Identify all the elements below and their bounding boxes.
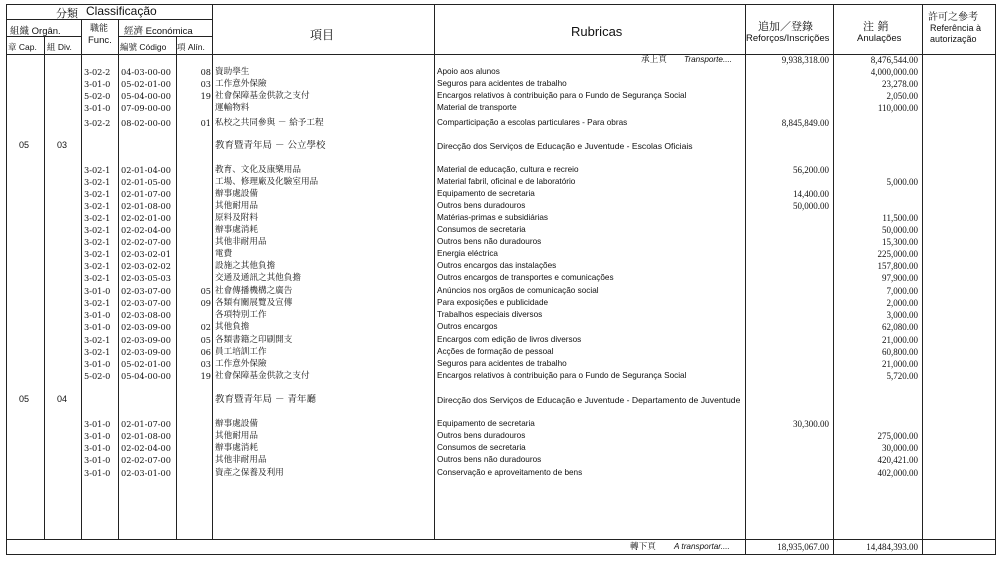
cell-anulacao: 21,000.00 bbox=[882, 335, 918, 345]
cell-func: 3-01-0 bbox=[84, 419, 111, 429]
table-row bbox=[6, 66, 996, 78]
cell-anulacao: 23,278.00 bbox=[882, 79, 918, 89]
table-row bbox=[6, 346, 996, 358]
header-mid-line bbox=[6, 19, 212, 20]
budget-table-page bbox=[6, 4, 996, 556]
cell-item: 辦事處消耗 bbox=[215, 225, 258, 235]
cell-codigo: 05-02-01-00 bbox=[121, 359, 171, 369]
transport-out-anulacoes: 14,484,393.00 bbox=[866, 542, 918, 552]
header-codigo: 編號 Código bbox=[120, 42, 167, 52]
table-row bbox=[6, 321, 996, 333]
cell-codigo: 02-01-08-00 bbox=[121, 431, 171, 441]
cell-anulacao: 420,421.00 bbox=[877, 455, 918, 465]
cell-anulacao: 60,800.00 bbox=[882, 347, 918, 357]
cell-codigo: 02-03-09-00 bbox=[121, 347, 171, 357]
table-row bbox=[6, 334, 996, 346]
cell-rubrica: Apoio aos alunos bbox=[437, 67, 500, 76]
cell-div: 04 bbox=[57, 394, 68, 404]
cell-alinea: 03 bbox=[200, 79, 211, 89]
cell-anulacao: 97,900.00 bbox=[882, 273, 918, 283]
cell-func: 3-02-2 bbox=[84, 118, 111, 128]
header-cap: 章 Cap. bbox=[8, 42, 37, 52]
table-row bbox=[6, 102, 996, 114]
cell-codigo: 02-03-08-00 bbox=[121, 310, 171, 320]
table-row bbox=[6, 272, 996, 284]
cell-rubrica: Conservação e aproveitamento de bens bbox=[437, 468, 583, 477]
cell-rubrica: Direcção dos Serviços de Educação e Juventude - Escolas Oficiais bbox=[437, 141, 693, 151]
cell-item: 各項特別工作 bbox=[215, 310, 267, 320]
table-row bbox=[6, 188, 996, 200]
section-row bbox=[6, 394, 996, 406]
cell-alinea: 09 bbox=[200, 298, 211, 308]
table-row bbox=[6, 236, 996, 248]
cell-rubrica: Outros bens duradouros bbox=[437, 201, 526, 210]
cell-item: 辦事處設備 bbox=[215, 419, 258, 429]
cell-rubrica: Encargos relativos à contribuição para o Fundo de Segurança Social bbox=[437, 371, 687, 380]
cell-item: 其他耐用品 bbox=[215, 431, 258, 441]
table-row bbox=[6, 176, 996, 188]
cell-div: 03 bbox=[57, 140, 68, 150]
header-anulacoes-zh: 注 銷 bbox=[863, 20, 889, 33]
cell-codigo: 05-04-00-00 bbox=[121, 91, 171, 101]
table-row bbox=[6, 358, 996, 370]
cell-cap: 05 bbox=[19, 394, 30, 404]
header-div: 組 Div. bbox=[47, 42, 72, 52]
cell-codigo: 04-03-00-00 bbox=[121, 67, 171, 77]
cell-anulacao: 15,300.00 bbox=[882, 237, 918, 247]
cell-func: 3-02-1 bbox=[84, 177, 111, 187]
cell-anulacao: 225,000.00 bbox=[877, 249, 918, 259]
header-economica: 經濟 Económica bbox=[124, 26, 193, 37]
cell-codigo: 05-04-00-00 bbox=[121, 371, 171, 381]
header-classificacao-pt: Classificação bbox=[86, 4, 157, 18]
cell-codigo: 02-01-08-00 bbox=[121, 201, 171, 211]
cell-item: 其他非耐用品 bbox=[215, 455, 267, 465]
table-row bbox=[6, 90, 996, 102]
cell-anulacao: 62,080.00 bbox=[882, 322, 918, 332]
table-row bbox=[6, 467, 996, 479]
transport-out-label-zh: 轉下頁 bbox=[630, 542, 656, 552]
cell-rubrica: Encargos com edição de livros diversos bbox=[437, 335, 582, 344]
table-row bbox=[6, 442, 996, 454]
cell-rubrica: Outros encargos das instalações bbox=[437, 261, 557, 270]
cell-item: 資產之保養及利用 bbox=[215, 468, 284, 478]
cell-codigo: 02-02-07-00 bbox=[121, 237, 171, 247]
cell-reforco: 8,845,849.00 bbox=[781, 118, 829, 128]
cell-codigo: 02-03-02-02 bbox=[121, 261, 171, 271]
cell-reforco: 14,400.00 bbox=[793, 189, 829, 199]
cell-func: 3-01-0 bbox=[84, 79, 111, 89]
cell-item: 其他耐用品 bbox=[215, 201, 258, 211]
cell-func: 3-02-1 bbox=[84, 201, 111, 211]
header-alinea: 項 Alín. bbox=[177, 42, 205, 52]
header-referencia-pt1: Referência à bbox=[930, 23, 982, 33]
cell-func: 3-02-1 bbox=[84, 225, 111, 235]
cell-item: 辦事處消耗 bbox=[215, 443, 258, 453]
cell-codigo: 02-02-04-00 bbox=[121, 443, 171, 453]
cell-func: 3-02-1 bbox=[84, 347, 111, 357]
cell-codigo: 08-02-00-00 bbox=[121, 118, 171, 128]
cell-rubrica: Encargos relativos à contribuição para o Fundo de Segurança Social bbox=[437, 91, 687, 100]
table-row bbox=[6, 370, 996, 382]
table-row bbox=[6, 297, 996, 309]
header-organica: 組織 Orgân. bbox=[10, 26, 61, 37]
cell-func: 3-01-0 bbox=[84, 431, 111, 441]
cell-item: 辦事處設備 bbox=[215, 189, 258, 199]
header-anulacoes-pt: Anulações bbox=[857, 33, 902, 44]
transport-in-anulacoes: 8,476,544.00 bbox=[870, 55, 918, 65]
cell-item: 電費 bbox=[215, 249, 233, 259]
cell-func: 3-01-0 bbox=[84, 359, 111, 369]
table-row bbox=[6, 164, 996, 176]
transport-in-reforcos: 9,938,318.00 bbox=[781, 55, 829, 65]
cell-item: 運輸物料 bbox=[215, 103, 250, 113]
cell-item: 各類書籍之印刷開支 bbox=[215, 335, 293, 345]
cell-item: 社會傳播機構之廣告 bbox=[215, 286, 293, 296]
cell-codigo: 02-03-01-00 bbox=[121, 468, 171, 478]
cell-rubrica: Outros bens não duradouros bbox=[437, 455, 542, 464]
cell-item: 各類有關展覽及宣傳 bbox=[215, 298, 293, 308]
cell-anulacao: 50,000.00 bbox=[882, 225, 918, 235]
table-row bbox=[6, 260, 996, 272]
cell-codigo: 02-02-04-00 bbox=[121, 225, 171, 235]
table-row bbox=[6, 285, 996, 297]
cell-rubrica: Direcção dos Serviços de Educação e Juventude - Departamento de Juventude bbox=[437, 395, 741, 405]
cell-rubrica: Seguros para acidentes de trabalho bbox=[437, 359, 567, 368]
cell-func: 3-02-1 bbox=[84, 261, 111, 271]
cell-codigo: 02-01-07-00 bbox=[121, 419, 171, 429]
cell-item: 資助學生 bbox=[215, 67, 250, 77]
cell-codigo: 02-03-07-00 bbox=[121, 298, 171, 308]
transport-in-label-pt: Transporte.... bbox=[684, 55, 733, 64]
cell-item: 交通及通訊之其他負擔 bbox=[215, 273, 301, 283]
cell-func: 5-02-0 bbox=[84, 91, 111, 101]
transport-out-line bbox=[6, 539, 996, 540]
cell-rubrica: Matérias-primas e subsidiárias bbox=[437, 213, 549, 222]
transport-out-reforcos: 18,935,067.00 bbox=[777, 542, 829, 552]
cell-codigo: 02-01-07-00 bbox=[121, 189, 171, 199]
cell-item: 教育、文化及康樂用品 bbox=[215, 165, 301, 175]
cell-item: 社會保障基金供款之支付 bbox=[215, 371, 310, 381]
table-row bbox=[6, 248, 996, 260]
cell-item: 設施之其他負擔 bbox=[215, 261, 276, 271]
header-item: 項目 bbox=[310, 28, 335, 42]
cell-func: 3-01-0 bbox=[84, 322, 111, 332]
cell-anulacao: 7,000.00 bbox=[886, 286, 918, 296]
table-row bbox=[6, 418, 996, 430]
cell-rubrica: Material de educação, cultura e recreio bbox=[437, 165, 579, 174]
cell-item: 教育暨青年局 － 公立學校 bbox=[215, 140, 326, 151]
cell-rubrica: Outros encargos de transportes e comunicações bbox=[437, 273, 614, 282]
cell-anulacao: 275,000.00 bbox=[877, 431, 918, 441]
cell-func: 3-02-1 bbox=[84, 165, 111, 175]
cell-codigo: 05-02-01-00 bbox=[121, 79, 171, 89]
cell-item: 原料及附料 bbox=[215, 213, 258, 223]
cell-func: 3-02-1 bbox=[84, 273, 111, 283]
cell-anulacao: 157,800.00 bbox=[877, 261, 918, 271]
cell-func: 5-02-0 bbox=[84, 371, 111, 381]
cell-item: 社會保障基金供款之支付 bbox=[215, 91, 310, 101]
cell-item: 工場、修理廠及化驗室用品 bbox=[215, 177, 319, 187]
cell-codigo: 02-03-02-01 bbox=[121, 249, 171, 259]
table-row bbox=[6, 78, 996, 90]
cell-alinea: 03 bbox=[200, 359, 211, 369]
cell-anulacao: 402,000.00 bbox=[877, 468, 918, 478]
cell-func: 3-01-0 bbox=[84, 455, 111, 465]
cell-rubrica: Trabalhos especiais diversos bbox=[437, 310, 543, 319]
cell-reforco: 50,000.00 bbox=[793, 201, 829, 211]
cell-rubrica: Equipamento de secretaria bbox=[437, 189, 535, 198]
cell-item: 其他負擔 bbox=[215, 322, 250, 332]
cell-anulacao: 5,720.00 bbox=[886, 371, 918, 381]
cell-rubrica: Anúncios nos orgãos de comunicação social bbox=[437, 286, 599, 295]
cell-anulacao: 2,050.00 bbox=[886, 91, 918, 101]
table-row bbox=[6, 212, 996, 224]
cell-func: 3-02-2 bbox=[84, 67, 111, 77]
cell-item: 工作意外保險 bbox=[215, 79, 267, 89]
header-classificacao-zh: 分類 bbox=[56, 7, 78, 20]
cell-func: 3-01-0 bbox=[84, 468, 111, 478]
cell-codigo: 07-09-00-00 bbox=[121, 103, 171, 113]
cell-func: 3-02-1 bbox=[84, 189, 111, 199]
cell-func: 3-02-1 bbox=[84, 237, 111, 247]
cell-anulacao: 3,000.00 bbox=[886, 310, 918, 320]
cell-rubrica: Energia eléctrica bbox=[437, 249, 498, 258]
cell-codigo: 02-03-09-00 bbox=[121, 335, 171, 345]
cell-cap: 05 bbox=[19, 140, 30, 150]
cell-anulacao: 4,000,000.00 bbox=[870, 67, 918, 77]
cell-rubrica: Para exposições e publicidade bbox=[437, 298, 549, 307]
cell-anulacao: 5,000.00 bbox=[886, 177, 918, 187]
cell-reforco: 30,300.00 bbox=[793, 419, 829, 429]
cell-codigo: 02-02-01-00 bbox=[121, 213, 171, 223]
cell-rubrica: Acções de formação de pessoal bbox=[437, 347, 554, 356]
cell-func: 3-02-1 bbox=[84, 335, 111, 345]
cell-codigo: 02-03-09-00 bbox=[121, 322, 171, 332]
cell-func: 3-02-1 bbox=[84, 298, 111, 308]
header-reforcos-pt: Reforços/Inscrições bbox=[746, 33, 830, 44]
cell-rubrica: Outros bens não duradouros bbox=[437, 237, 542, 246]
cell-rubrica: Consumos de secretaria bbox=[437, 443, 526, 452]
cell-rubrica: Consumos de secretaria bbox=[437, 225, 526, 234]
cell-anulacao: 11,500.00 bbox=[882, 213, 918, 223]
cell-func: 3-02-1 bbox=[84, 213, 111, 223]
header-rubricas: Rubricas bbox=[571, 24, 623, 39]
cell-codigo: 02-02-07-00 bbox=[121, 455, 171, 465]
cell-item: 員工培訓工作 bbox=[215, 347, 267, 357]
cell-codigo: 02-01-04-00 bbox=[121, 165, 171, 175]
cell-item: 其他非耐用品 bbox=[215, 237, 267, 247]
cell-rubrica: Material fabril, oficinal e de laboratório bbox=[437, 177, 576, 186]
table-row bbox=[6, 430, 996, 442]
cell-func: 3-01-0 bbox=[84, 443, 111, 453]
cell-anulacao: 21,000.00 bbox=[882, 359, 918, 369]
header-funcional-pt: Func. bbox=[88, 35, 112, 46]
cell-rubrica: Comparticipação a escolas particulares - Para obras bbox=[437, 118, 628, 127]
table-bottom-border bbox=[6, 554, 996, 555]
cell-alinea: 19 bbox=[200, 91, 211, 101]
table-row bbox=[6, 454, 996, 466]
cell-func: 3-01-0 bbox=[84, 286, 111, 296]
cell-alinea: 05 bbox=[200, 286, 211, 296]
cell-alinea: 08 bbox=[200, 67, 211, 77]
table-row bbox=[6, 309, 996, 321]
cell-reforco: 56,200.00 bbox=[793, 165, 829, 175]
cell-alinea: 19 bbox=[200, 371, 211, 381]
table-row bbox=[6, 200, 996, 212]
cell-codigo: 02-03-05-03 bbox=[121, 273, 171, 283]
header-referencia-pt2: autorização bbox=[930, 34, 977, 44]
cell-codigo: 02-03-07-00 bbox=[121, 286, 171, 296]
cell-alinea: 06 bbox=[200, 347, 211, 357]
cell-anulacao: 30,000.00 bbox=[882, 443, 918, 453]
cell-rubrica: Outros bens duradouros bbox=[437, 431, 526, 440]
cell-item: 工作意外保險 bbox=[215, 359, 267, 369]
cell-anulacao: 110,000.00 bbox=[877, 103, 918, 113]
header-reforcos-zh: 追加／登錄 bbox=[758, 20, 813, 33]
header-referencia-zh: 許可之參考 bbox=[928, 12, 978, 23]
cell-rubrica: Outros encargos bbox=[437, 322, 498, 331]
cell-func: 3-01-0 bbox=[84, 310, 111, 320]
cell-rubrica: Equipamento de secretaria bbox=[437, 419, 535, 428]
transport-out-label-pt: A transportar.... bbox=[674, 542, 730, 551]
section-row bbox=[6, 140, 996, 152]
table-row bbox=[6, 224, 996, 236]
cell-alinea: 05 bbox=[200, 335, 211, 345]
cell-codigo: 02-01-05-00 bbox=[121, 177, 171, 187]
cell-item: 私校之共同參與 － 給予工程 bbox=[215, 118, 324, 128]
header-funcional-zh: 職能 bbox=[90, 24, 109, 34]
cell-func: 3-02-1 bbox=[84, 249, 111, 259]
cell-rubrica: Seguros para acidentes de trabalho bbox=[437, 79, 567, 88]
cell-item: 教育暨青年局 － 青年廳 bbox=[215, 394, 317, 405]
cell-func: 3-01-0 bbox=[84, 103, 111, 113]
table-row bbox=[6, 117, 996, 129]
cell-alinea: 02 bbox=[200, 322, 211, 332]
cell-anulacao: 2,000.00 bbox=[886, 298, 918, 308]
cell-alinea: 01 bbox=[200, 118, 211, 128]
cell-rubrica: Material de transporte bbox=[437, 103, 517, 112]
transport-in-label-zh: 承上頁 bbox=[641, 55, 667, 65]
